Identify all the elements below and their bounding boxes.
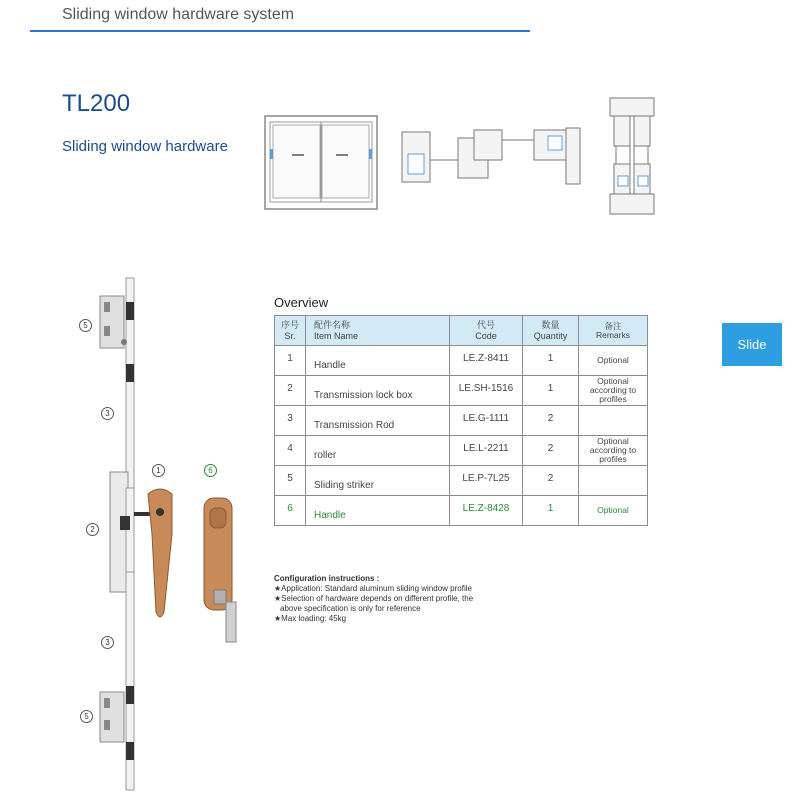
row-remarks: Optional according to profiles	[589, 436, 637, 464]
header-rem-cn: 备注	[604, 320, 622, 331]
marker-1: 1	[152, 464, 165, 477]
lock-box	[110, 472, 128, 592]
row-sr: 4	[287, 443, 293, 454]
header-name-en: Item Name	[314, 330, 359, 341]
header-sr-cn: 序号	[280, 319, 299, 330]
table-header-row	[275, 316, 648, 346]
window-front-diagram	[264, 115, 378, 210]
header-qty-cn: 数量	[541, 319, 560, 330]
row-code: LE.G-1111	[462, 413, 510, 424]
row-remarks: Optional	[597, 505, 629, 515]
header-qty	[523, 316, 579, 346]
marker-3-bottom: 3	[101, 636, 114, 649]
row-code: LE.Z-8411	[463, 353, 509, 364]
row-qty: 2	[547, 413, 554, 424]
header-code-cn: 代号	[476, 319, 495, 330]
vertical-section-diagram	[606, 96, 658, 218]
header-sr-en: Sr.	[284, 330, 296, 341]
row-name: roller	[314, 450, 337, 461]
row-qty: 1	[547, 383, 554, 394]
config-line: above specification is only for reference	[280, 604, 421, 613]
upper-roller	[126, 302, 134, 320]
upper-striker	[100, 296, 124, 348]
row-remarks: Optional according to profiles	[589, 376, 637, 404]
row-qty: 1	[547, 353, 554, 364]
lower-striker	[100, 692, 124, 742]
table-row	[275, 496, 648, 526]
table-row	[275, 346, 648, 376]
marker-6: 6	[204, 464, 217, 477]
horizontal-section-diagram	[398, 124, 584, 186]
row-sr: 2	[287, 383, 293, 394]
config-line: ★Max loading: 45kg	[274, 614, 347, 623]
header-code-en: Code	[475, 330, 497, 341]
header-qty-en: Quantity	[533, 330, 568, 341]
header-name	[306, 316, 450, 346]
header-code	[450, 316, 523, 346]
overview-table	[274, 315, 648, 526]
row-code: LE.Z-8428	[462, 503, 510, 514]
header-rem-en: Remarks	[595, 329, 630, 340]
row-sr: 3	[287, 413, 293, 424]
header-sr	[275, 316, 306, 346]
row-remarks: Optional	[597, 355, 629, 365]
row-qty: 2	[547, 443, 554, 454]
row-qty: 1	[547, 503, 554, 514]
row-name: Handle	[314, 360, 346, 371]
model-title: TL200	[62, 90, 131, 117]
row-name: Sliding striker	[314, 480, 375, 491]
header-remarks	[579, 316, 648, 346]
marker-5-bottom: 5	[80, 710, 93, 723]
row-sr: 5	[287, 473, 293, 484]
table-row	[275, 466, 648, 496]
page-header-title: Sliding window hardware system	[62, 6, 295, 23]
row-name: Transmission lock box	[314, 390, 413, 401]
row-code: LE.P-7L25	[462, 473, 510, 484]
row-code: LE.L-2211	[463, 443, 509, 454]
row-sr: 1	[287, 353, 293, 364]
config-title: Configuration instructions :	[274, 574, 380, 583]
header-divider	[30, 30, 530, 32]
table-row	[275, 436, 648, 466]
marker-3-top: 3	[101, 407, 114, 420]
marker-2: 2	[86, 523, 99, 536]
config-line: ★Selection of hardware depends on different profile, the	[274, 594, 474, 603]
configuration-instructions	[274, 574, 514, 624]
slide-tab[interactable]: Slide	[722, 323, 782, 366]
config-line: ★Application: Standard aluminum sliding window profile	[274, 584, 472, 593]
table-row	[275, 406, 648, 436]
row-name: Transmission Rod	[314, 420, 395, 431]
overview-title: Overview	[274, 295, 329, 310]
row-name: Handle	[314, 510, 346, 521]
header-name-cn: 配件名称	[314, 319, 351, 330]
hardware-illustration	[90, 272, 260, 794]
row-code: LE.SH-1516	[458, 383, 514, 394]
marker-5-top: 5	[79, 319, 92, 332]
table-row	[275, 376, 648, 406]
row-qty: 2	[547, 473, 554, 484]
row-sr: 6	[287, 503, 293, 514]
model-subtitle: Sliding window hardware	[62, 138, 228, 155]
